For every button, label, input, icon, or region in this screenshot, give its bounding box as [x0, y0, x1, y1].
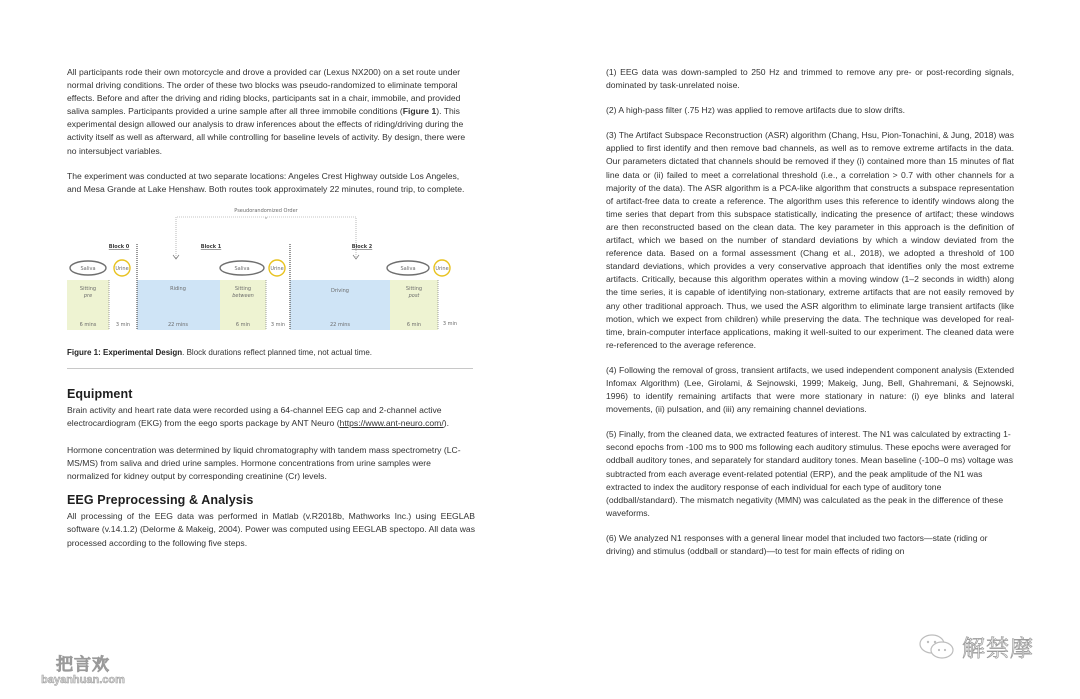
- saliva-label: Saliva: [80, 265, 96, 272]
- figure-diagram: [67, 204, 475, 344]
- segment-duration: 6 min: [235, 321, 251, 328]
- right-page: [606, 66, 1014, 558]
- watermark-en-text: bayanhuan.com: [41, 674, 125, 686]
- step-6: (6) We analyzed N1 responses with a general linear model that included two factors—state (riding or driving) and stimulus (oddball or standard)—to test for main effects of riding on: [606, 532, 988, 556]
- watermark-bayanhuan: [38, 656, 128, 686]
- order-label: Pseudorandomized Order: [234, 207, 298, 214]
- segment-label: Sitting: [405, 285, 423, 292]
- eeg-heading: EEG Preprocessing & Analysis: [67, 493, 254, 508]
- segment-duration: 6 min: [406, 321, 422, 328]
- paragraph-locations: The experiment was conducted at two separate locations: Angeles Crest Highway outside Los Angeles, and Mesa Grande at Lake Henshaw. Both routes took approximately 22 minutes, round trip, to complete.: [67, 170, 465, 194]
- segment-label: Sitting: [79, 285, 97, 292]
- paragraph-eeg: All processing of the EEG data was performed in Matlab (v.R2018b, Mathworks Inc.) using EEGLAB software (v.14.1.2) (Delorme & Makeig, 2004). Power was computed using EEGLAB spectopo. All data was processed according to the following five steps.: [67, 511, 475, 548]
- watermark-cn-text: 把言欢: [56, 655, 110, 675]
- ant-neuro-link[interactable]: https://www.ant-neuro.com/: [339, 417, 444, 428]
- segment-label: Sitting: [234, 285, 252, 292]
- experimental-design-figure: [67, 204, 475, 344]
- segment-sublabel: post: [408, 292, 420, 299]
- paragraph-equipment: Brain activity and heart rate data were recorded using a 64-channel EEG cap and 2-channel active electrocardiogram (EKG) from the eego sports package by ANT Neuro (https://www.ant-neuro.com/).: [67, 404, 449, 428]
- watermark-cn-text: 解禁摩: [962, 636, 1034, 662]
- segment-duration: 22 mins: [330, 321, 350, 328]
- figure-caption: Figure 1: Experimental Design. Block durations reflect planned time, not actual time.: [67, 347, 373, 357]
- block-2-title: Block 2: [351, 243, 373, 250]
- segment-label: Riding: [170, 285, 186, 292]
- segment-duration: 22 mins: [168, 321, 188, 328]
- step-2: (2) A high-pass filter (.75 Hz) was applied to remove artifacts due to slow drifts.: [606, 105, 905, 116]
- paragraph-design: All participants rode their own motorcycle and drove a provided car (Lexus NX200) on a set route under normal driving conditions. The order of these two blocks was pseudo-randomized to eliminate temporal effects. Before and after the driving and riding blocks, participants sat in a chair, immobile, and provided saliva samples. Participants provided a urine sample after all three immobile conditions (Figure 1). This experimental design allowed our analysis to draw inferences about the effects of riding/driving during the activity itself as well as afterward, all while controlling for baseline levels of activity. By design, there were no intersubject variables.: [67, 67, 466, 156]
- segment-duration: 3 min: [270, 321, 286, 328]
- step-4: (4) Following the removal of gross, transient artifacts, we used independent component analysis (Extended Infomax Algorithm) (Lee, Girolami, & Sejnowski, 1999; Makeig, Jung, Bell, Ghahremani, & Sejnowski, 1996) to identify remaining artifacts that were more stationary in nature: (i) eye blinks and lateral movements, (ii) pulsation, and (iii) any remaining channel deviations.: [606, 364, 1014, 415]
- segment-duration: 6 mins: [79, 321, 97, 328]
- urine-label: Urine: [115, 265, 129, 272]
- segment-sublabel: pre: [83, 292, 93, 299]
- step-1: (1) EEG data was down-sampled to 250 Hz and trimmed to remove any pre- or post-recording signals, dominated by task-unrelated noise.: [606, 67, 1014, 91]
- order-bracket: [176, 217, 356, 258]
- segment-label: Driving: [331, 287, 349, 294]
- section-divider: [67, 368, 473, 369]
- paragraph-hormone: Hormone concentration was determined by liquid chromatography with tandem mass spectrometry (LC-MS/MS) from saliva and dried urine samples. Hormone concentrations from urine samples were normalized for kidney output by corresponding creatinine (Cr) levels.: [67, 445, 461, 482]
- equipment-heading: Equipment: [67, 386, 133, 401]
- wechat-icon: [918, 632, 958, 662]
- segment-duration: 3 min: [115, 321, 131, 328]
- step-5: (5) Finally, from the cleaned data, we extracted features of interest. The N1 was calculated by extracting 1-second epochs from -100 ms to 900 ms following each auditory stimulus. These epochs were averaged for oddball auditory tones, and separately for standard auditory tones. Mean baseline (-100–0 ms) voltage was subtracted from each average event-related potential (ERP), and the peak amplitude of the N1 was extracted to index the auditory response of each individual for each type of auditory tone (oddball/standard). The mismatch negativity (MMN) was calculated as the peak in the difference of these waveforms.: [606, 429, 1014, 518]
- urine-label: Urine: [270, 265, 284, 272]
- urine-label: Urine: [435, 265, 449, 272]
- saliva-label: Saliva: [400, 265, 416, 272]
- step-3: (3) The Artifact Subspace Reconstruction (ASR) algorithm (Chang, Hsu, Pion-Tonachini, & Jung, 2018) was applied to first identify and then remove bad channels, as well as to remove extreme artifacts in the data. Our parameters dictated that channels should be removed if they (i) contained more than 15 minutes of flat line data or (ii) failed to meet a correlational threshold (i.e., a correlation > 0.7 with other channels for a majority of the data). The ASR algorithm is a PCA-like algorithm that constructs a subspace representation of artifact-free data to create a reference. The algorithm uses this reference to identify windows along the time series that depart from this subspace statistically, indicating the presence of artifact; these windows are then reconstructed based on the clean data. The key parameter in this approach is the definition of artifact, which we based on the number of standard deviations by which a window deviated from the reference data. Based on a formal assessment (Chang et al., 2018), we adopted a threshold of 100 standard deviations, which provides a very conservative approach that identifies only the most extreme artifacts. Critically, because this algorithm operates within a moving window (1–2 seconds in width) along the time series, it is capable of identifying non-stationary, extreme artifacts that are not easily removed by any other traditional approach. Thus, we used the ASR algorithm to eliminate large transient artifacts (like motion, which we expect from children) while preserving the data. The technique was developed for real-time, brain-computer interface applications, making it well-suited to our experiment. The cleaned data were re-referenced to the average reference.: [606, 130, 1014, 350]
- segment-duration: 3 min: [442, 320, 458, 327]
- block-0-title: Block 0: [108, 243, 130, 250]
- watermark-wechat: [918, 630, 1034, 663]
- left-page: [67, 66, 475, 550]
- block-1-title: Block 1: [200, 243, 222, 250]
- segment-sublabel: between: [232, 292, 254, 299]
- saliva-label: Saliva: [234, 265, 250, 272]
